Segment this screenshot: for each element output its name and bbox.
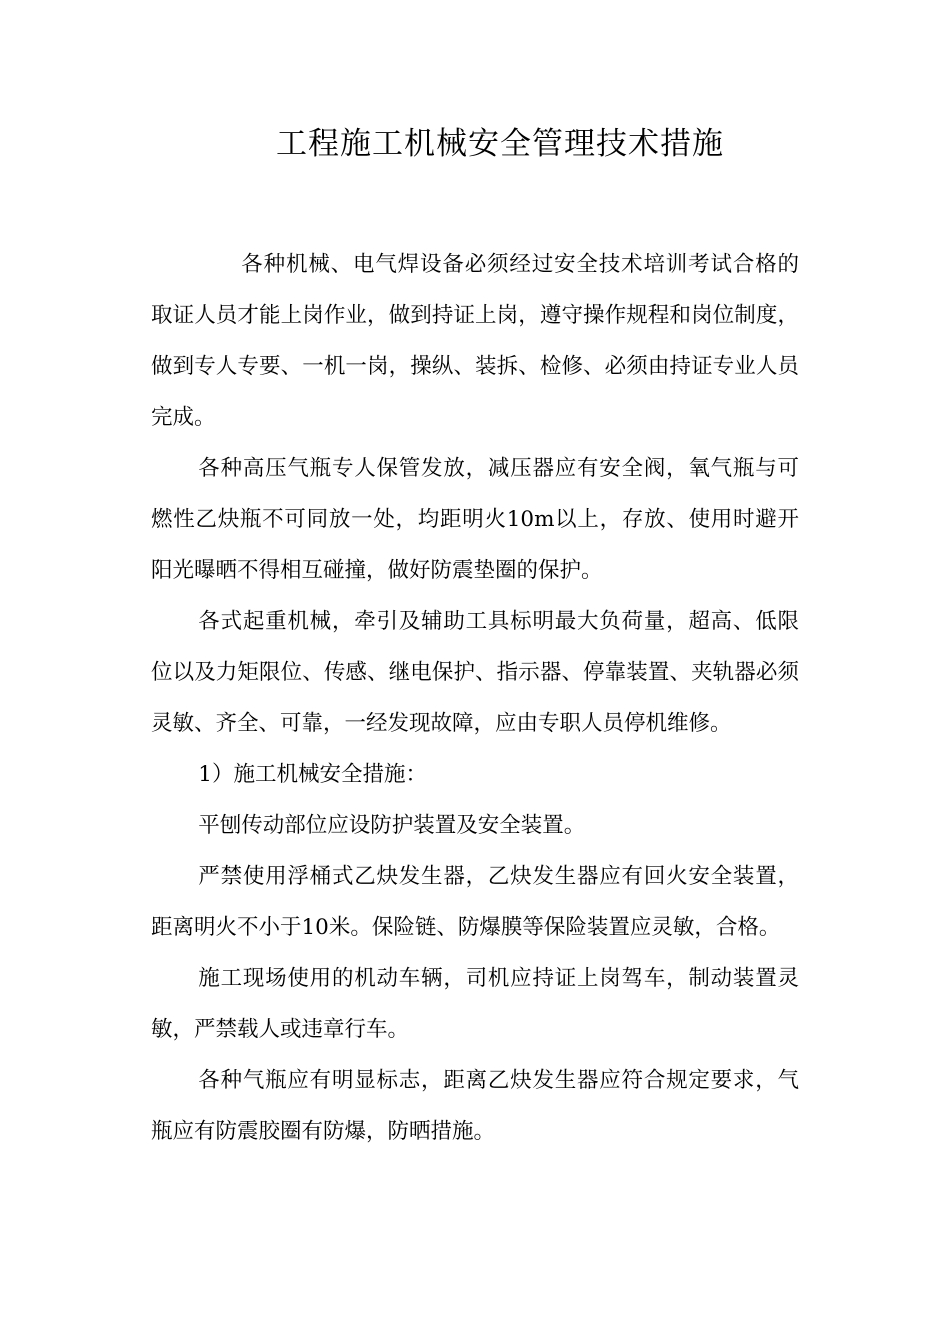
paragraph-gas-cylinders: 各种高压气瓶专人保管发放，减压器应有安全阀，氧气瓶与可燃性乙炔瓶不可同放一处，均距明火10m以上，存放、使用时避开阳光曝晒不得相互碰撞，做好防震垫圈的保护。	[151, 456, 799, 583]
paragraph-operator-certification: 各种机械、电气焊设备必须经过安全技术培训考试合格的取证人员才能上岗作业，做到持证上岗，遵守操作规程和岗位制度，做到专人专要、一机一岗，操纵、装拆、检修、必须由持证专业人员完成。	[151, 252, 799, 430]
section-heading-machinery-safety: 1）施工机械安全措施：	[198, 762, 427, 787]
document-body	[151, 239, 799, 1157]
paragraph-motor-vehicles: 施工现场使用的机动车辆，司机应持证上岗驾车，制动装置灵敏，严禁载人或违章行车。	[151, 966, 799, 1042]
paragraph-acetylene-generator: 严禁使用浮桶式乙炔发生器，乙炔发生器应有回火安全装置，距离明火不小于10米。保险链、防爆膜等保险装置应灵敏，合格。	[151, 864, 799, 940]
paragraph-lifting-machinery: 各式起重机械，牵引及辅助工具标明最大负荷量，超高、低限位以及力矩限位、传感、继电保护、指示器、停靠装置、夹轨器必须灵敏、齐全、可靠，一经发现故障，应由专职人员停机维修。	[151, 609, 799, 736]
paragraph-cylinder-markings: 各种气瓶应有明显标志，距离乙炔发生器应符合规定要求，气瓶应有防震胶圈有防爆，防晒措施。	[151, 1068, 799, 1144]
paragraph-planer-protection: 平刨传动部位应设防护装置及安全装置。	[198, 813, 586, 838]
document-title: 工程施工机械安全管理技术措施	[276, 126, 724, 162]
